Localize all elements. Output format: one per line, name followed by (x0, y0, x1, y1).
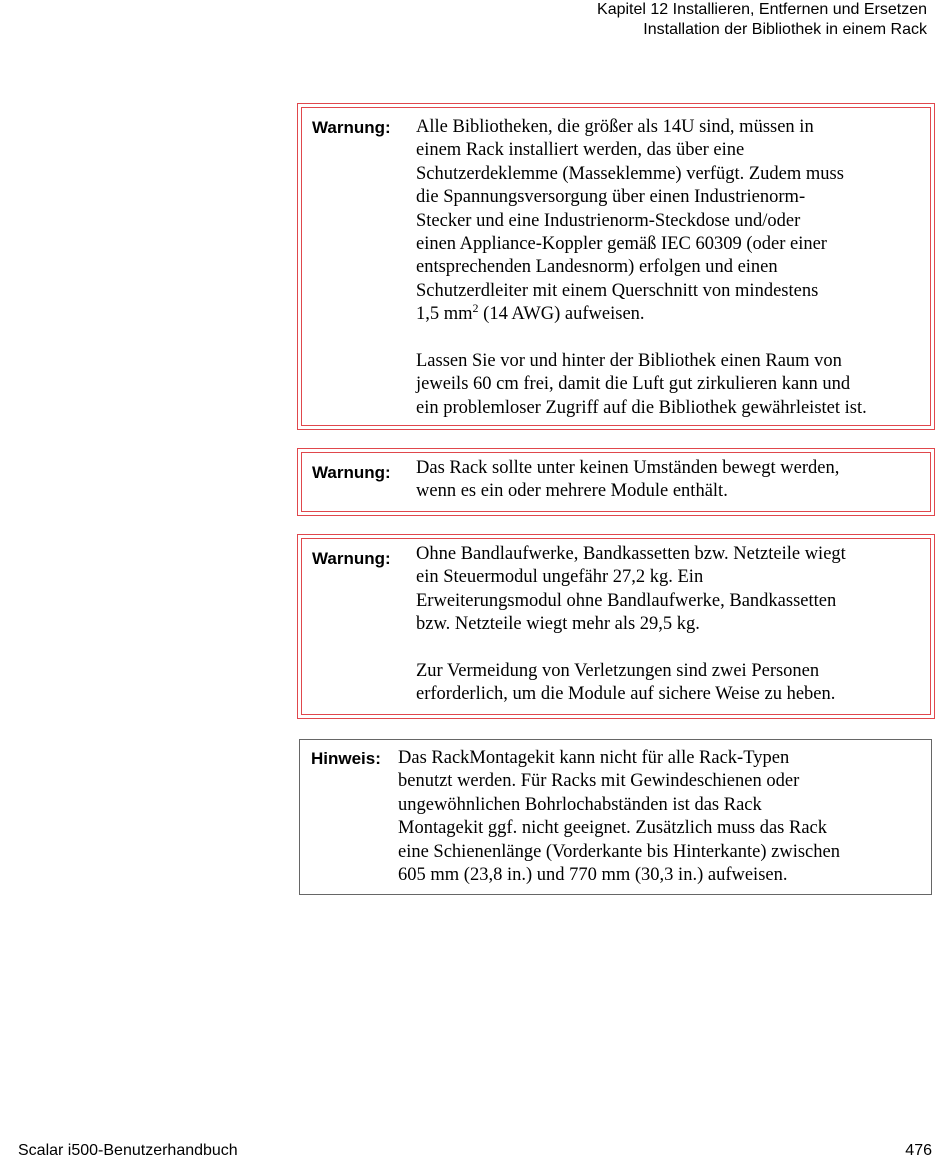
warning-line: einem Rack installiert werden, das über eine (416, 140, 745, 161)
footer-title: Scalar i500-Benutzerhandbuch (18, 1142, 238, 1159)
warning-line: Alle Bibliotheken, die größer als 14U sind, müssen in (416, 117, 814, 137)
warning-line: Das Rack sollte unter keinen Umständen bewegt werden, (416, 458, 840, 478)
warning-line: die Spannungsversorgung über einen Industrienorm- (416, 187, 806, 208)
note-line: Das RackMontagekit kann nicht für alle Rack-Typen (398, 748, 790, 768)
warning-line: ein problemloser Zugriff auf die Bibliothek gewährleistet ist. (416, 397, 867, 418)
warning-line: Lassen Sie vor und hinter der Bibliothek einen Raum von (416, 351, 842, 372)
page-header (597, 0, 927, 40)
warning-line (416, 303, 867, 326)
warning-line: Schutzerdeklemme (Masseklemme) verfügt. Zudem muss (416, 163, 844, 184)
warning-box-module-weight (297, 534, 935, 719)
warning-box-rack-move (297, 448, 935, 516)
note-text (398, 747, 840, 887)
section-title: Installation der Bibliothek in einem Rack (643, 21, 927, 38)
note-line: Montagekit ggf. nicht geeignet. Zusätzlich muss das Rack (398, 818, 827, 839)
warning-label: Warnung: (312, 118, 391, 137)
note-line: 605 mm (23,8 in.) und 770 mm (30,3 in.) aufweisen. (398, 865, 788, 886)
warning-line: Stecker und eine Industrienorm-Steckdose und/oder (416, 210, 801, 231)
warning-text (416, 543, 846, 707)
warning-label: Warnung: (312, 549, 391, 568)
superscript: 2 (472, 301, 479, 316)
chapter-title: Kapitel 12 Installieren, Entfernen und Ersetzen (597, 1, 927, 18)
page-number: 476 (905, 1142, 932, 1159)
warning-line-part: (14 AWG) aufweisen. (478, 304, 645, 325)
note-line: eine Schienenlänge (Vorderkante bis Hinterkante) zwischen (398, 841, 840, 862)
warning-line: Erweiterungsmodul ohne Bandlaufwerke, Bandkassetten (416, 590, 837, 611)
note-line: ungewöhnlichen Bohrlochabständen ist das Rack (398, 794, 762, 815)
warning-label: Warnung: (312, 463, 391, 482)
warning-line: entsprechenden Landesnorm) erfolgen und einen (416, 257, 778, 278)
warning-line: einen Appliance-Koppler gemäß IEC 60309 (oder einer (416, 234, 827, 255)
warning-line: wenn es ein oder mehrere Module enthält. (416, 481, 728, 502)
warning-box-rack-grounding (297, 103, 935, 430)
warning-line: jeweils 60 cm frei, damit die Luft gut zirkulieren kann und (416, 374, 851, 395)
warning-line: ein Steuermodul ungefähr 27,2 kg. Ein (416, 567, 704, 588)
note-line: benutzt werden. Für Racks mit Gewindeschienen oder (398, 771, 800, 792)
warning-line: erforderlich, um die Module auf sichere Weise zu heben. (416, 684, 836, 705)
warning-line: bzw. Netzteile wiegt mehr als 29,5 kg. (416, 614, 700, 635)
warning-line-part: 1,5 mm (416, 304, 473, 325)
warning-text (416, 116, 867, 420)
note-box-rack-kit (299, 739, 932, 895)
warning-line: Zur Vermeidung von Verletzungen sind zwei Personen (416, 661, 820, 682)
note-label: Hinweis: (311, 749, 381, 768)
warning-line: Schutzerdleiter mit einem Querschnitt von mindestens (416, 280, 819, 301)
warning-line: Ohne Bandlaufwerke, Bandkassetten bzw. Netzteile wiegt (416, 544, 846, 564)
warning-text (416, 457, 839, 504)
